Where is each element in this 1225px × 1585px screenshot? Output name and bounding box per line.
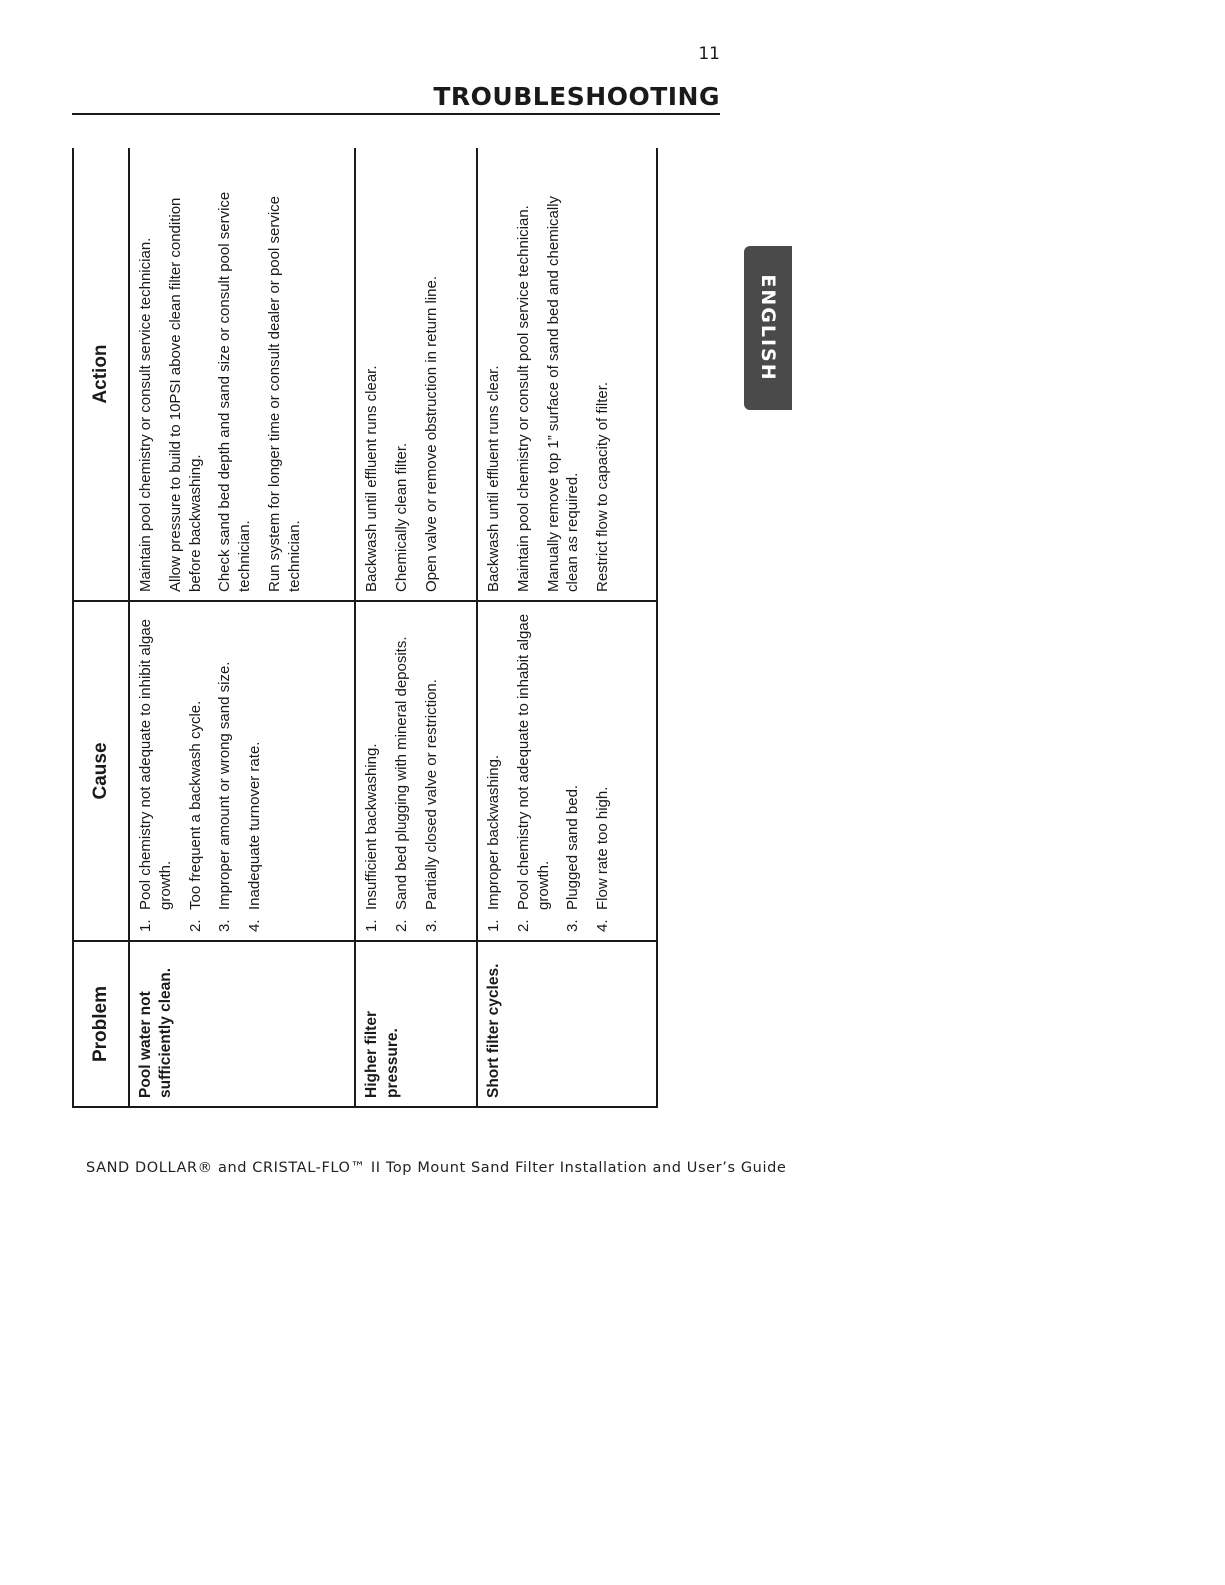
action-text: Backwash until effluent runs clear. [363, 365, 381, 592]
cause-item [593, 610, 613, 932]
cause-text: Improper backwashing. [485, 754, 503, 910]
cause-number: 2. [393, 919, 411, 932]
action-text: Run system for longer time or consult dealer or pool service technician. [265, 195, 303, 592]
cause-number: 2. [186, 919, 204, 932]
cause-text: Insufficient backwashing. [363, 743, 381, 910]
table-row [477, 148, 657, 1107]
cause-number: 3. [564, 919, 582, 932]
cause-text: Pool chemistry not adequate to inhibit algae growth. [137, 618, 174, 910]
cause-item [362, 610, 382, 932]
cause-text: Sand bed plugging with mineral deposits. [393, 636, 411, 910]
action-text: Backwash until effluent runs clear. [485, 365, 503, 592]
action-text: Maintain pool chemistry or consult pool service technician. [514, 205, 532, 592]
action-text: Chemically clean filter. [393, 442, 411, 592]
cause-item [563, 610, 583, 932]
table-header-row [73, 148, 129, 1107]
cause-number: 1. [137, 919, 154, 932]
cause-cell [129, 601, 355, 941]
footer-guide-title: SAND DOLLAR® and CRISTAL-FLO™ II Top Mount Sand Filter Installation and User’s Guide [86, 1160, 787, 1176]
action-text: Manually remove top 1” surface of sand bed and chemically clean as required. [544, 195, 582, 592]
cause-text: Improper amount or wrong sand size. [216, 661, 234, 910]
cause-item [392, 610, 412, 932]
cause-number: 4. [246, 919, 264, 932]
cause-number: 3. [423, 919, 441, 932]
header-cause: Cause [73, 601, 129, 941]
troubleshooting-table-rotated [72, 148, 658, 1108]
troubleshooting-table [72, 148, 658, 1108]
cause-cell [355, 601, 477, 941]
language-tab[interactable] [744, 246, 792, 410]
cause-text: Too frequent a backwash cycle. [186, 700, 204, 910]
cause-number: 1. [485, 919, 503, 932]
action-cell [355, 148, 477, 601]
cause-item [136, 610, 176, 932]
cause-item [186, 610, 206, 932]
problem-cell: Pool water not sufficiently clean. [129, 941, 355, 1107]
cause-number: 3. [216, 919, 234, 932]
page-number: 11 [698, 44, 720, 64]
title-rule [72, 113, 720, 115]
cause-item [245, 610, 265, 932]
section-title: TROUBLESHOOTING [433, 82, 720, 111]
cause-text: Inadequate turnover rate. [246, 741, 264, 910]
cause-number: 4. [594, 919, 612, 932]
cause-text: Flow rate too high. [594, 786, 612, 910]
action-text: Restrict flow to capacity of filter. [594, 381, 612, 592]
cause-number: 2. [514, 919, 532, 932]
cause-item [514, 610, 554, 932]
action-text: Open valve or remove obstruction in return line. [423, 276, 441, 592]
table-row [129, 148, 355, 1107]
cause-item [422, 610, 442, 932]
action-text: Maintain pool chemistry or consult service technician. [137, 237, 154, 592]
cause-cell [477, 601, 657, 941]
cause-text: Partially closed valve or restriction. [423, 679, 441, 910]
table-row [355, 148, 477, 1107]
action-cell [129, 148, 355, 601]
action-cell [477, 148, 657, 601]
header-problem: Problem [73, 941, 129, 1107]
cause-text: Pool chemistry not adequate to inhabit algae growth. [514, 613, 552, 910]
header-action: Action [73, 148, 129, 601]
cause-item [484, 610, 504, 932]
cause-number: 1. [363, 919, 381, 932]
problem-cell: Short filter cycles. [477, 941, 657, 1107]
troubleshooting-table-frame [72, 148, 658, 1108]
action-text: Check sand bed depth and sand size or consult pool service technician. [216, 191, 254, 592]
cause-item [215, 610, 235, 932]
problem-cell: Higher filter pressure. [355, 941, 477, 1107]
action-text: Allow pressure to build to 10PSI above clean filter condition before backwashing. [166, 197, 204, 592]
cause-text: Plugged sand bed. [564, 784, 582, 910]
language-tab-label: ENGLISH [757, 274, 779, 382]
